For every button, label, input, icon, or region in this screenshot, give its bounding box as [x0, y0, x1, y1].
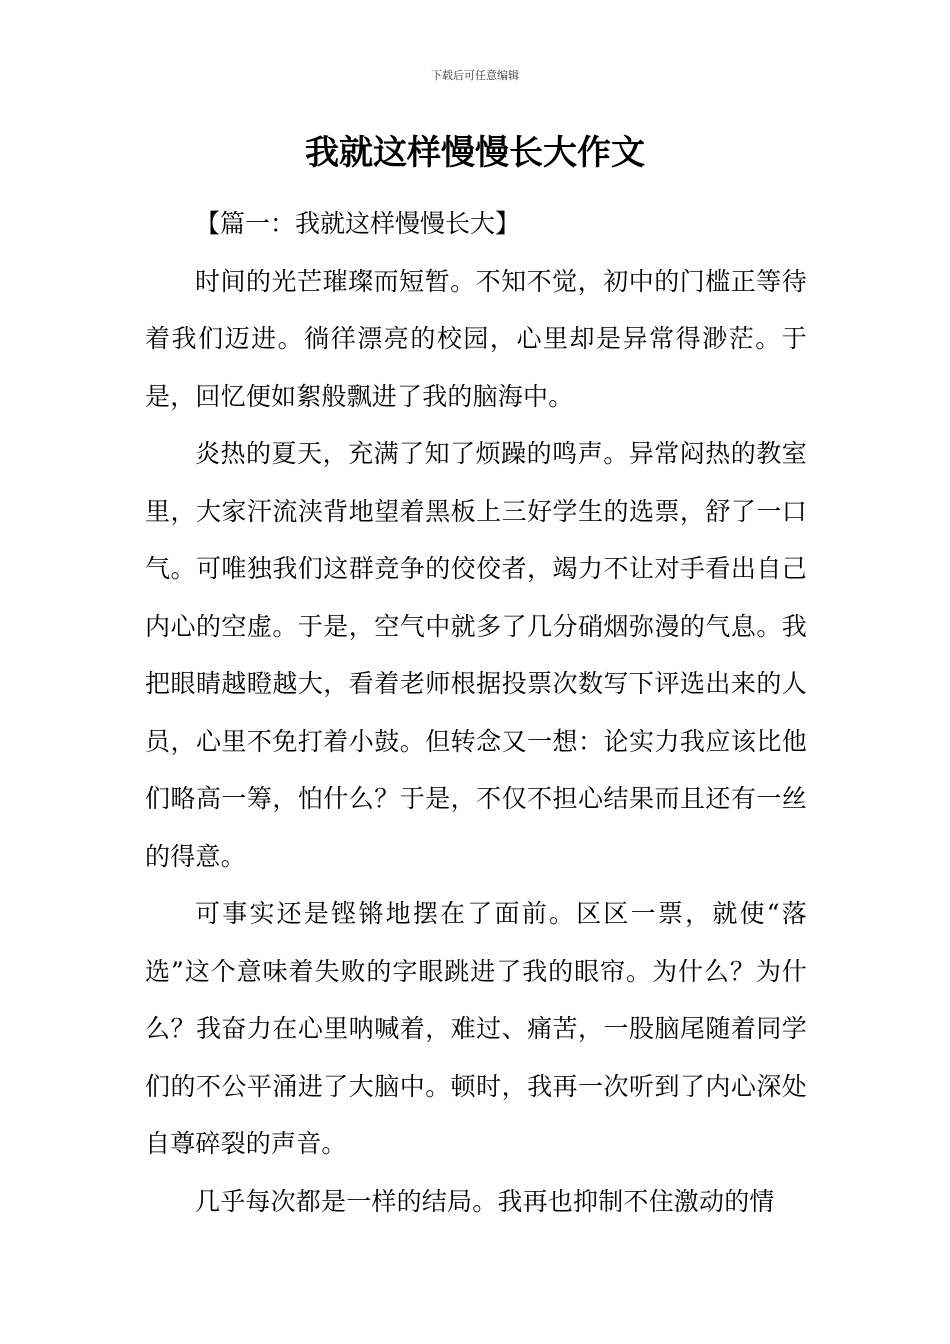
document-body	[145, 195, 807, 1230]
paragraph-3: 可事实还是铿锵地摆在了面前。区区一票，就使“落选”这个意味着失败的字眼跳进了我的眼帘。为什么？为什么？我奋力在心里呐喊着，难过、痛苦，一股脑尾随着同学们的不公平涌进了大脑中。顿时，我再一次听到了内心深处自尊碎裂的声音。	[145, 899, 807, 1158]
header-note: 下载后可任意编辑	[431, 69, 519, 82]
document-title: 我就这样慢慢长大作文	[305, 133, 645, 173]
paragraph-1: 时间的光芒璀璨而短暂。不知不觉，初中的门槛正等待着我们迈进。徜徉漂亮的校园，心里却是异常得渺茫。于是，回忆便如絮般飘进了我的脑海中。	[145, 266, 807, 411]
section-heading: 【篇一：我就这样慢慢长大】	[195, 209, 521, 238]
paragraph-2: 炎热的夏天，充满了知了烦躁的鸣声。异常闷热的教室里，大家汗流浃背地望着黑板上三好学生的选票，舒了一口气。可唯独我们这群竞争的佼佼者，竭力不让对手看出自己内心的空虚。于是，空气中就多了几分硝烟弥漫的气息。我把眼睛越瞪越大，看着老师根据投票次数写下评选出来的人员，心里不免打着小鼓。但转念又一想：论实力我应该比他们略高一筹，怕什么？于是，不仅不担心结果而且还有一丝的得意。	[145, 439, 807, 871]
paragraph-4: 几乎每次都是一样的结局。我再也抑制不住激动的情	[195, 1186, 775, 1216]
